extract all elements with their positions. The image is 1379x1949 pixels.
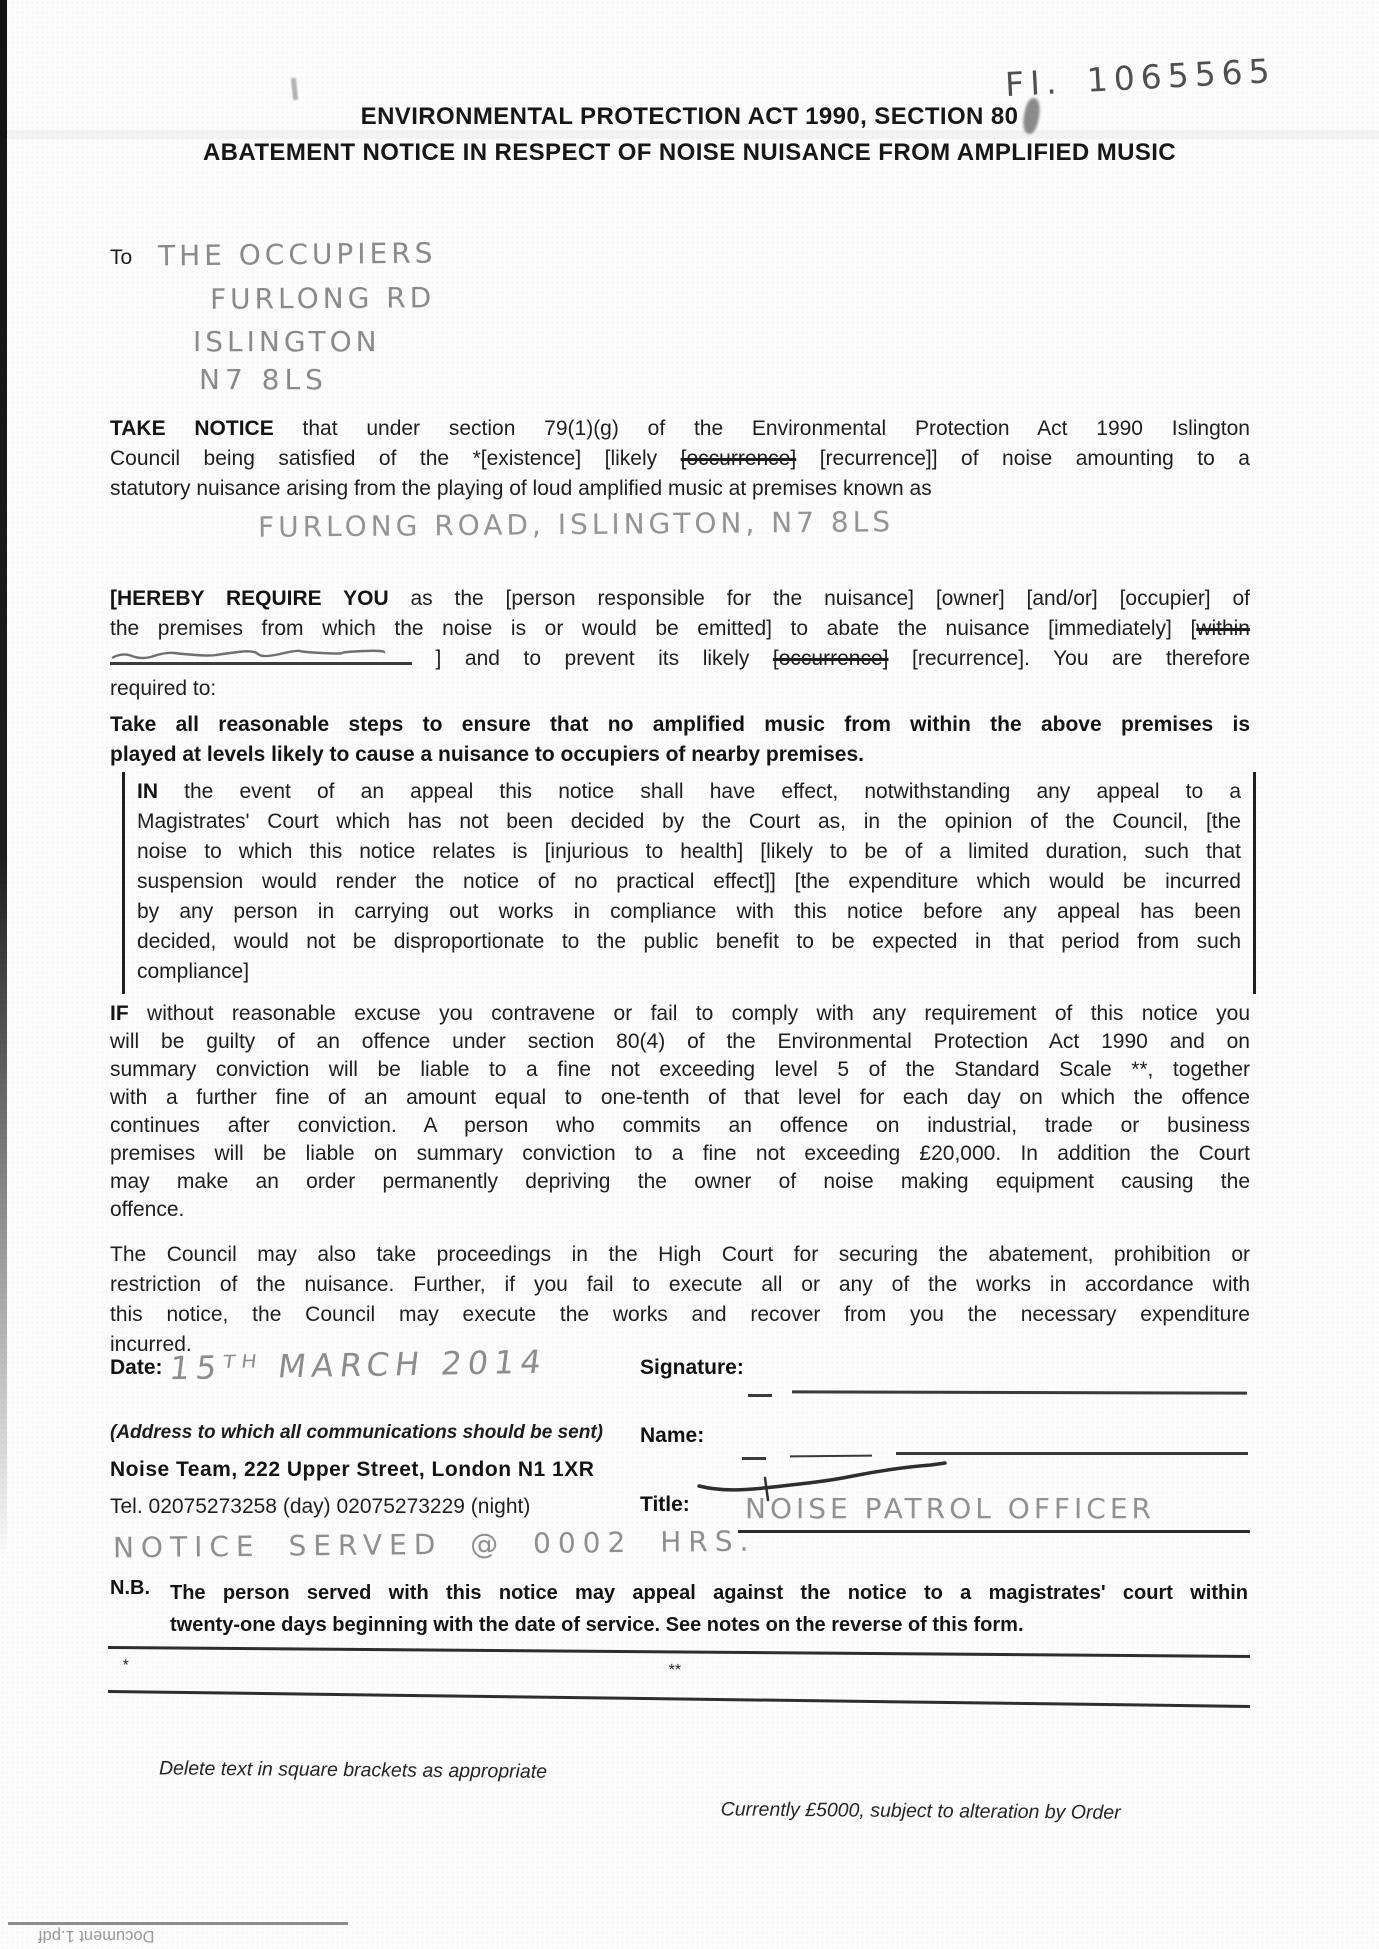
handwritten-date: 15ᵀᴴ MARCH 2014 xyxy=(167,1342,550,1388)
footer-filename: Document 1.pdf xyxy=(38,1927,155,1945)
council-line3: this notice, the Council may execute the works and recover from you the necessary expenditure xyxy=(110,1303,1250,1326)
footer-line xyxy=(8,1922,348,1925)
council-line4: incurred. xyxy=(110,1333,192,1356)
nb-paragraph xyxy=(170,1577,1248,1641)
take-notice-paragraph xyxy=(110,414,1250,504)
handwritten-officer-title: NOISE PATROL OFFICER xyxy=(745,1492,1155,1525)
appeal-line6: decided, would not be disproportionate to the public benefit to be expected in that period from such xyxy=(137,930,1241,953)
offence-line6: premises will be liable on summary conviction to a fine not exceeding £20,000. In addition the Court xyxy=(110,1142,1250,1165)
recipient-line-1: THE OCCUPIERS xyxy=(157,236,437,273)
page-title: ENVIRONMENTAL PROTECTION ACT 1990, SECTION 80 xyxy=(360,103,1019,130)
take-notice-line3: statutory nuisance arising from the playing of loud amplified music at premises known as xyxy=(110,477,932,500)
hereby-lead: [HEREBY REQUIRE YOU xyxy=(110,587,389,610)
requirement-line2: played at levels likely to cause a nuisance to occupiers of nearby premises. xyxy=(110,743,864,766)
ink-speck xyxy=(291,78,298,100)
offence-line1: without reasonable excuse you contravene or fail to comply with any requirement of this notice you xyxy=(128,1002,1250,1025)
nb-line1: The person served with this notice may appeal against the notice to a magistrates' court within xyxy=(170,1582,1248,1604)
council-line1: The Council may also take proceedings in the High Court for securing the abatement, prohibition or xyxy=(110,1243,1250,1266)
title-label: Title: xyxy=(640,1493,690,1516)
take-notice-lead: TAKE NOTICE xyxy=(110,417,274,440)
appeal-line4: suspension would render the notice of no practical effect]] [the expenditure which would be incurred xyxy=(137,870,1241,893)
appeal-line5: by any person in carrying out works in compliance with this notice before any appeal has been xyxy=(137,900,1241,923)
appeal-line3: noise to which this notice relates is [injurious to health] [likely to be of a limited duration, such that xyxy=(137,840,1241,863)
page-subtitle: ABATEMENT NOTICE IN RESPECT OF NOISE NUISANCE FROM AMPLIFIED MUSIC xyxy=(202,139,1177,166)
nb-line2: twenty-one days beginning with the date of service. See notes on the reverse of this form. xyxy=(170,1614,1024,1636)
offence-line7: may make an order permanently depriving the owner of noise making equipment causing the xyxy=(110,1170,1250,1193)
offence-paragraph xyxy=(110,1000,1250,1224)
appeal-lead: IN xyxy=(137,780,158,803)
take-notice-struck-word: [occurrence] xyxy=(680,447,797,470)
date-label: Date: xyxy=(110,1356,163,1379)
take-notice-line1: that under section 79(1)(g) of the Environmental Protection Act 1990 Islington xyxy=(273,417,1250,440)
hereby-line3a: ] and to prevent its likely xyxy=(412,647,773,670)
appeal-line1: the event of an appeal this notice shall have effect, notwithstanding any appeal to a xyxy=(158,780,1241,803)
footnote-marker-2: ** xyxy=(667,1661,681,1679)
signature-line xyxy=(792,1390,1247,1394)
handwritten-reference-number: FI. 1065565 xyxy=(1004,50,1277,105)
recipient-line-3: ISLINGTON xyxy=(193,325,381,358)
offence-line4: with a further fine of an amount equal to one-tenth of that level for each day on which the offence xyxy=(110,1086,1250,1109)
offence-line3: summary conviction will be liable to a fine not exceeding level 5 of the Standard Scale **, together xyxy=(110,1058,1250,1081)
blank-period-line xyxy=(110,644,412,665)
hereby-line2a: the premises from which the noise is or would be emitted] to abate the nuisance [immediately] [ xyxy=(110,617,1197,640)
signature-tick-line xyxy=(748,1394,772,1397)
hereby-struck-occurrence: [occurrence] xyxy=(772,647,889,670)
footnote-text-1: Delete text in square brackets as appropriate xyxy=(158,1757,548,1783)
take-notice-line2b: [recurrence]] of noise amounting to a xyxy=(796,447,1250,470)
requirement-line1: Take all reasonable steps to ensure that no amplified music from within the above premises is xyxy=(110,713,1250,736)
name-line-segment-2 xyxy=(790,1455,872,1458)
scan-band-artifact xyxy=(0,130,1379,139)
appeal-boxed-paragraph xyxy=(122,772,1256,994)
appeal-line7: compliance] xyxy=(137,960,250,983)
hereby-paragraph xyxy=(110,584,1250,704)
address-note: (Address to which all communications should be sent) xyxy=(110,1422,604,1443)
council-line2: restriction of the nuisance. Further, if you fail to execute all or any of the works in accordance with xyxy=(110,1273,1250,1296)
council-address: Noise Team, 222 Upper Street, London N1 1XR xyxy=(110,1458,595,1481)
footnote-marker-1: * xyxy=(121,1657,129,1675)
council-telephone: Tel. 02075273258 (day) 02075273229 (night) xyxy=(110,1495,531,1518)
offence-line8: offence. xyxy=(110,1198,185,1221)
footnote-text-2: Currently £5000, subject to alteration by Order xyxy=(720,1798,1121,1824)
hereby-struck-within: within xyxy=(1196,617,1250,640)
handwritten-served-note: NOTICE SERVED @ 0002 HRS. xyxy=(112,1524,756,1565)
to-label: To xyxy=(110,246,133,269)
hereby-line3b: [recurrence]. You are therefore xyxy=(888,647,1250,670)
title-underline xyxy=(738,1530,1250,1533)
requirement-paragraph xyxy=(110,710,1250,770)
offence-lead: IF xyxy=(110,1002,129,1025)
scan-edge-artifact xyxy=(0,0,7,1560)
recipient-line-4: N7 8LS xyxy=(199,363,328,396)
nb-label: N.B. xyxy=(110,1577,150,1599)
council-paragraph xyxy=(110,1240,1250,1360)
take-notice-line2a: Council being satisfied of the *[existence] [likely xyxy=(110,447,681,470)
appeal-line2: Magistrates' Court which has not been decided by the Court as, in the opinion of the Council, [the xyxy=(137,810,1241,833)
offence-line5: continues after conviction. A person who commits an offence on industrial, trade or business xyxy=(110,1114,1250,1137)
name-line-segment-3 xyxy=(896,1452,1248,1455)
name-label: Name: xyxy=(640,1424,705,1447)
handwritten-premises: FURLONG ROAD, ISLINGTON, N7 8LS xyxy=(257,505,895,544)
offence-line2: will be guilty of an offence under section 80(4) of the Environmental Protection Act 1990 and on xyxy=(110,1030,1250,1053)
recipient-line-2: FURLONG RD xyxy=(209,281,436,316)
hereby-line4: required to: xyxy=(110,677,217,700)
signature-label: Signature: xyxy=(640,1356,744,1379)
hereby-line1: as the [person responsible for the nuisance] [owner] [and/or] [occupier] of xyxy=(388,587,1251,610)
